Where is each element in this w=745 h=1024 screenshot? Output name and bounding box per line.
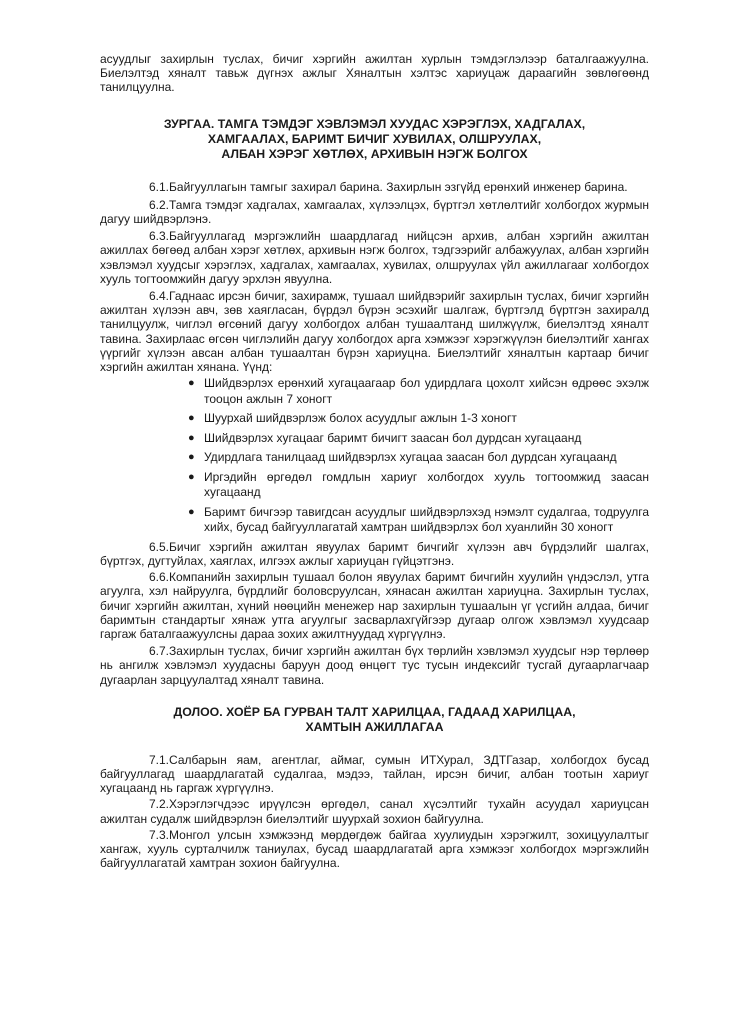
list-item [188, 470, 649, 501]
bullet-icon: ● [188, 470, 195, 483]
paragraph-6-2: 6.2.Тамга тэмдэг хадгалах, хамгаалах, хүлээлцэх, бүртгэл хөтлөлтийг холбогдох журмын дагуу шийдвэрлэнэ. [100, 197, 649, 227]
list-item-text: Шуурхай шийдвэрлэж болох асуудлыг ажлын 1-3 хоногт [204, 411, 517, 426]
bullet-icon: ● [188, 451, 195, 464]
section-6-title-line: ЗУРГАА. ТАМГА ТЭМДЭГ ХЭВЛЭМЭЛ ХУУДАС ХЭРЭГЛЭХ, ХАДГАЛАХ, [163, 116, 586, 131]
paragraph-6-1: 6.1.Байгууллагын тамгыг захирал барина. Захирлын эзгүйд ерөнхий инженер барина. [149, 179, 628, 194]
list-item [188, 431, 649, 447]
list-item [188, 411, 649, 427]
intro-paragraph: асуудлыг захирлын туслах, бичиг хэргийн ажилтан хурлын тэмдэглэлээр баталгаажуулна. Биелэлтэд хяналт тавьж дүгнэх ажлыг Хяналтын хэлтэс хариуцаж дараагийн зөвлөгөөнд танилцуулна. [100, 52, 649, 95]
paragraph-6-6: 6.6.Компанийн захирлын тушаал болон явуулах баримт бичгийн хуулийн үндэслэл, утга агуулга, хэл найруулга, бүрдлийг боловсруулсан, хянасан ажилтан хариуцна. Захирлын туслах, бичиг хэргийн ажилтан, хүний нөөцийн менежер нар захирлын тушаалын үг үсгийн алдаа, бичиг баримтын стандартыг хянаж утга агуулгыг засварлахгүйгээр дугаар олгож хэвлэмэл хуудсаар гаргаж баталгаажуулсны дараа зохих ажилтнуудад хүргүүлнэ. [100, 570, 649, 641]
bullet-icon: ● [188, 431, 195, 444]
bullet-icon: ● [188, 505, 195, 518]
section-7-title [100, 705, 649, 735]
section-7-title-line: ДОЛОО. ХОЁР БА ГУРВАН ТАЛТ ХАРИЛЦАА, ГАДААД ХАРИЛЦАА, [173, 704, 576, 719]
list-item-text: Удирдлага танилцаад шийдвэрлэх хугацаа заасан бол дурдсан хугацаанд [204, 450, 617, 465]
list-item-text: Шийдвэрлэх ерөнхий хугацаагаар бол удирдлага цохолт хийсэн өдрөөс эхэлж тооцон ажлын 7 хоногт [204, 376, 649, 406]
paragraph-7-1: 7.1.Салбарын яам, агентлаг, аймаг, сумын ИТХурал, ЗДТГазар, холбогдох бусад байгууллагад шаардлагатай судалгаа, мэдээ, тайлан, ирсэн бичиг, албан тоотын хариуг хугацаанд нь гаргаж хүргүүлнэ. [100, 752, 649, 796]
deadline-list [100, 376, 649, 536]
paragraph-6-7: 6.7.Захирлын туслах, бичиг хэргийн ажилтан бүх төрлийн хэвлэмэл хуудсыг нэр төрлөөр нь ангилж хэвлэмэл хуудасны баруун доод өнцөгт тус тусын индексийг тусгай дугаарлагчаар дугаарлан зарцуулалтад хяналт тавина. [100, 644, 649, 687]
list-item [188, 505, 649, 536]
paragraph-6-3: 6.3.Байгууллагад мэргэжлийн шаардлагад нийцсэн архив, албан хэргийн ажилтан ажиллах бөгөөд албан хэрэг хөтлөх, архивын нэгж болгох, тэдгээрийг албажуулах, албан хэргийн хэвлэмэл хуудсыг хэрэглэх, хадгалах, хамгаалах, хувилах, олшруулах үйл ажиллагааг холбогдох хууль тогтоомжийн дагуу эрхлэн явуулна. [100, 229, 649, 286]
list-item-text: Баримт бичгээр тавигдсан асуудлыг шийдвэрлэхэд нэмэлт судалгаа, тодруулга хийх, бусад байгууллагатай хамтран шийдвэрлэх бол хуанлийн 30 хоногт [204, 504, 649, 535]
list-item-text: Иргэдийн өргөдөл гомдлын хариуг холбогдох хууль тогтоомжид заасан хугацаанд [204, 469, 649, 500]
list-item [188, 376, 649, 407]
list-item-text: Шийдвэрлэх хугацааг баримт бичигт заасан бол дурдсан хугацаанд [204, 430, 582, 445]
paragraph-7-3: 7.3.Монгол улсын хэмжээнд мөрдөгдөж байгаа хуулиудын хэрэгжилт, зохицуулалтыг хангаж, хууль сурталчилж таниулах, бусад шаардлагатай арга хэмжээг холбогдох мэргэжлийн байгууллагатай хамтран зохион байгуулна. [100, 827, 649, 871]
paragraph-6-4: 6.4.Гаднаас ирсэн бичиг, захирамж, тушаал шийдвэрийг захирлын туслах, бичиг хэргийн ажилтан хүлээн авч, зөв хаягласан, бүрдэл бүрэн эсэхийг шалгаж, бүртгэлд бүртгэн захиралд танилцуулж, чиглэл өгсөний дагуу холбогдох албан тушаалтанд шилжүүлж, биелэлтэд хяналт тавина. Захирлаас өгсөн чиглэлийн дагуу холбогдох арга хэмжээг хэрэгжүүлэн биелэлтийг хангах үүргийг хүлээн авсан албан тушаалтан бүрэн хариуцна. Биелэлтийг хяналтын картаар бичиг хэргийн ажилтан хянана. Үүнд: [100, 289, 649, 375]
bullet-icon: ● [188, 412, 195, 425]
list-item [188, 450, 649, 466]
paragraph-7-2: 7.2.Хэрэглэгчдээс ирүүлсэн өргөдөл, санал хүсэлтийг тухайн асуудал хариуцсан ажилтан судалж шийдвэрлэн биелэлтийг шуурхай зохион байгуулна. [100, 797, 649, 826]
section-6-title-line: ХАМГААЛАХ, БАРИМТ БИЧИГ ХУВИЛАХ, ОЛШРУУЛАХ, [207, 131, 542, 146]
paragraph-6-5: 6.5.Бичиг хэргийн ажилтан явуулах баримт бичгийг хүлээн авч бүрдэлийг шалгах, бүртгэх, дугтуйлах, хаяглах, илгээх ажлыг хариуцан гүйцэтгэнэ. [100, 539, 649, 568]
section-6-title [100, 117, 649, 162]
section-6-title-line: АЛБАН ХЭРЭГ ХӨТЛӨХ, АРХИВЫН НЭГЖ БОЛГОХ [221, 146, 528, 161]
bullet-icon: ● [188, 377, 195, 390]
section-7-title-line: ХАМТЫН АЖИЛЛАГАА [305, 719, 444, 734]
